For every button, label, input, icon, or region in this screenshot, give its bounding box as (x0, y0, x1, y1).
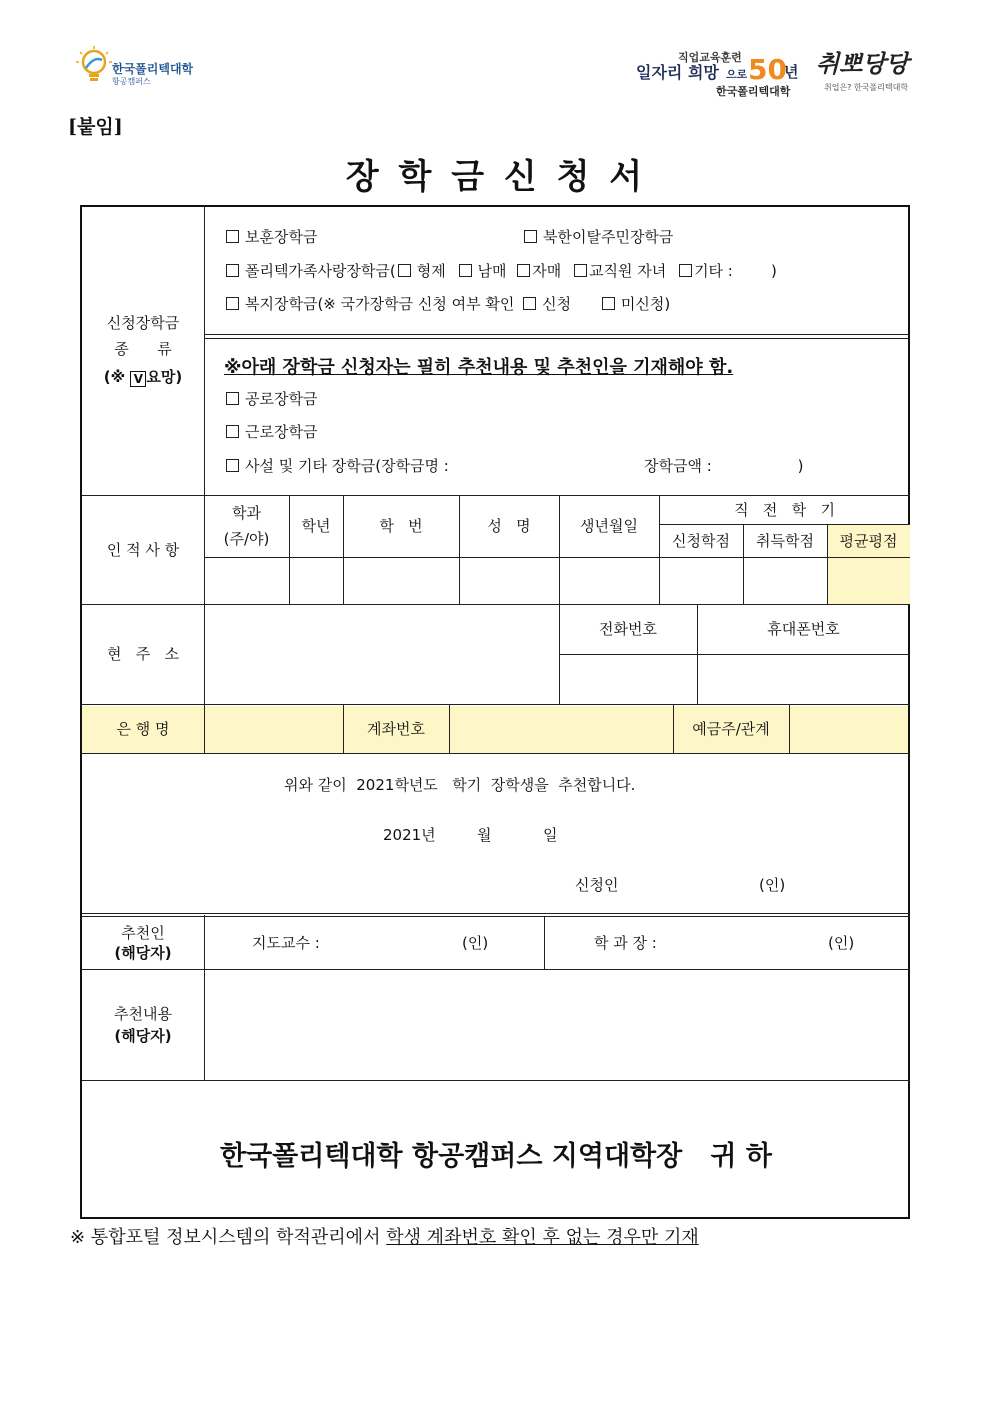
checkbox-icon[interactable] (398, 264, 411, 277)
label3-a: (※ (103, 368, 126, 386)
family-opt5: 기타 : ) (694, 262, 777, 280)
checkbox-icon[interactable] (226, 459, 239, 472)
right-logo-slogan (812, 48, 922, 98)
holder-label: 예금주/관계 (692, 720, 770, 738)
right-logo-main-a: 일자리 희망 (636, 63, 719, 82)
personal-label: 인 적 사 항 (106, 541, 180, 559)
date-month: 월 (477, 826, 492, 844)
line-bank-bottom (82, 753, 910, 754)
req-credit-input[interactable] (660, 558, 743, 604)
right-logo-main-b: 으로 (726, 68, 748, 81)
checkbox-icon[interactable] (226, 264, 239, 277)
footnote-a: ※ 통합포털 정보시스템의 학적관리에서 (70, 1227, 387, 1248)
birth-input[interactable] (560, 558, 659, 604)
col-requested-credit: 신청학점 (672, 532, 730, 550)
gpa-input[interactable] (828, 558, 910, 604)
left-logo (76, 46, 206, 90)
slogan-text: 취뽀당당 (816, 50, 909, 78)
col-dept-a: 학과 (232, 504, 261, 522)
checkbox-icon[interactable] (459, 264, 472, 277)
scholarship-type-label3 (82, 370, 204, 387)
recommend-notice: ※아래 장학금 신청자는 필히 추천내용 및 추천인을 기재해야 함. (224, 357, 734, 378)
bank-label: 은 행 명 (116, 720, 170, 738)
bank-input[interactable] (205, 705, 343, 753)
option-family-label: 폴리텍가족사랑장학금( (245, 262, 396, 280)
double-line-bottom (204, 338, 910, 339)
earned-credit-input[interactable] (744, 558, 827, 604)
checkbox-icon[interactable] (517, 264, 530, 277)
checkbox-icon[interactable] (226, 230, 239, 243)
option-merit[interactable] (226, 392, 317, 407)
family-opt3: 자매 (532, 262, 562, 280)
col-gpa: 평균평점 (839, 532, 898, 550)
account-label: 계좌번호 (367, 720, 425, 738)
col-grade: 학년 (301, 517, 331, 535)
mobile-input[interactable] (698, 655, 910, 704)
content-label-a: 추천내용 (114, 1005, 172, 1023)
lightbulb-logo-icon (76, 46, 112, 86)
date-year: 2021년 (383, 826, 436, 844)
v-recommender-mid (544, 916, 545, 969)
address-input[interactable] (205, 605, 559, 704)
student-id-input[interactable] (344, 558, 459, 604)
head-seal: (인) (828, 934, 855, 952)
checkbox-icon[interactable] (574, 264, 587, 277)
mobile-label: 휴대폰번호 (767, 620, 840, 638)
right-logo-main-d: 년 (784, 63, 799, 81)
option-family[interactable] (226, 264, 777, 279)
checkbox-icon[interactable] (226, 392, 239, 405)
content-label-b: (해당자) (114, 1027, 172, 1045)
dept-input[interactable] (205, 558, 289, 604)
footnote (70, 1229, 699, 1247)
left-logo-name: 한국폴리텍대학 (112, 62, 194, 76)
line-recommender-top-b (82, 916, 910, 917)
checkbox-icon[interactable] (523, 297, 536, 310)
slogan-sub: 취업은? 한국폴리텍대학 (824, 83, 909, 92)
account-input[interactable] (450, 705, 673, 753)
option-private[interactable] (226, 459, 449, 474)
right-logo-bottom: 한국폴리텍대학 (716, 85, 791, 98)
option-merit-label: 공로장학금 (245, 390, 318, 408)
line-recommender-top-a (82, 913, 910, 914)
advisor-label: 지도교수 : (252, 934, 320, 952)
private-amount-label: 장학금액 : ) (644, 457, 804, 475)
recommender-label-a: 추천인 (121, 924, 165, 942)
col-student-id: 학 번 (379, 517, 423, 535)
option-work[interactable] (226, 425, 317, 440)
recommend-statement: 위와 같이 2021학년도 학기 장학생을 추천합니다. (284, 776, 636, 794)
applicant-seal: (인) (759, 876, 786, 894)
col-birth: 생년월일 (580, 517, 638, 535)
name-input[interactable] (460, 558, 559, 604)
advisor-seal: (인) (462, 934, 489, 952)
applicant-label: 신청인 (575, 876, 619, 894)
right-logo-main-c: 50 (748, 53, 787, 86)
checkbox-icon[interactable] (679, 264, 692, 277)
line-content-bottom (82, 1080, 910, 1081)
recommender-label-b: (해당자) (114, 944, 172, 962)
checkbox-icon[interactable] (226, 425, 239, 438)
right-logo-top: 직업교육훈련 (678, 51, 742, 64)
scholarship-type-label2: 종 류 (114, 340, 172, 358)
checkbox-icon[interactable] (226, 297, 239, 310)
option-north-korean[interactable] (524, 230, 673, 245)
family-opt1: 형제 (416, 262, 446, 280)
double-line-top (204, 334, 910, 335)
col-name: 성 명 (487, 517, 531, 535)
line-personal-top (82, 495, 910, 496)
recommend-content-input[interactable] (205, 970, 910, 1080)
phone-input[interactable] (560, 655, 697, 704)
label3-b: 요망) (146, 368, 183, 386)
checkbox-icon[interactable] (602, 297, 615, 310)
col-dept-b: (주/야) (223, 530, 270, 548)
col-earned-credit: 취득학점 (756, 532, 814, 550)
option-bohun[interactable] (226, 230, 317, 245)
right-logo-50 (636, 50, 806, 100)
footnote-b: 학생 계좌번호 확인 후 없는 경우만 기재 (386, 1227, 699, 1248)
welfare-apply: 신청 (542, 295, 572, 313)
left-logo-sub: 항공캠퍼스 (112, 77, 151, 86)
family-opt4: 교직원 자녀 (589, 262, 667, 280)
check-sample-icon: V (130, 371, 146, 387)
col-prev-semester: 직 전 학 기 (734, 501, 835, 519)
checkbox-icon[interactable] (524, 230, 537, 243)
addressee: 한국폴리텍대학 항공캠퍼스 지역대학장 귀 하 (220, 1141, 772, 1172)
phone-label: 전화번호 (599, 620, 657, 638)
holder-input[interactable] (790, 705, 910, 753)
option-north-korean-label: 북한이탈주민장학금 (543, 228, 674, 246)
option-welfare-label: 복지장학금(※ 국가장학금 신청 여부 확인 (245, 295, 515, 313)
address-label: 현 주 소 (106, 645, 180, 663)
scholarship-type-label1: 신청장학금 (106, 314, 180, 332)
date-day: 일 (543, 826, 558, 844)
welfare-not-apply: 미신청) (620, 295, 671, 313)
grade-input[interactable] (290, 558, 343, 604)
attachment-label: [붙임] (68, 116, 123, 138)
family-opt2: 남매 (477, 262, 507, 280)
line-prev-sem (660, 524, 910, 525)
option-private-label: 사설 및 기타 장학금(장학금명 : (245, 457, 449, 475)
option-work-label: 근로장학금 (245, 423, 318, 441)
option-welfare[interactable] (226, 297, 670, 312)
page-title: 장 학 금 신 청 서 (345, 157, 647, 197)
head-label: 학 과 장 : (594, 934, 657, 952)
option-bohun-label: 보훈장학금 (245, 228, 318, 246)
